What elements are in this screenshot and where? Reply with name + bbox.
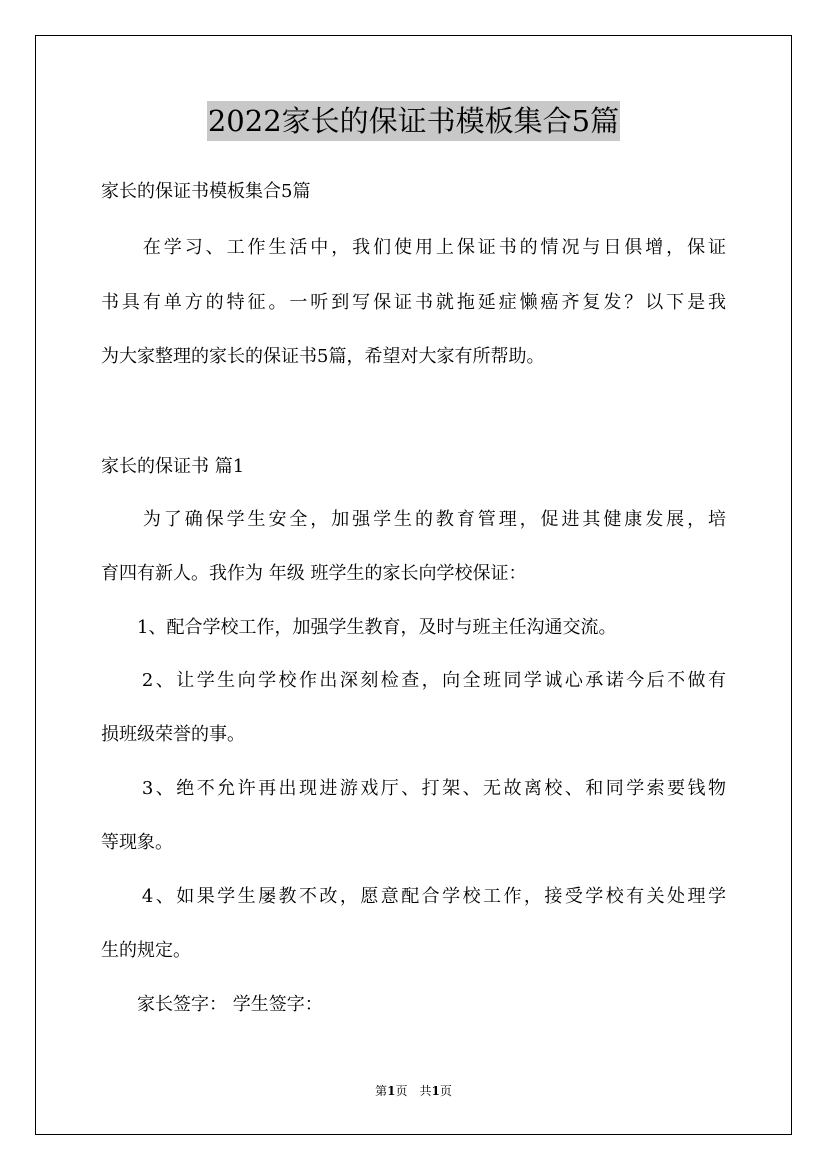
body-line: 2、让学生向学校作出深刻检查，向全班同学诚心承诺今后不做有 [101, 670, 726, 691]
body-line: 等现象。 [101, 832, 173, 853]
body-line: 3、绝不允许再出现进游戏厅、打架、无故离校、和同学索要钱物 [101, 778, 726, 799]
footer-page-prefix: 第 [375, 1084, 388, 1098]
body-line: 4、如果学生屡教不改，愿意配合学校工作，接受学校有关处理学 [101, 886, 726, 907]
body-line: 为了确保学生安全，加强学生的教育管理，促进其健康发展，培 [101, 509, 726, 530]
document-title: 2022家长的保证书模板集合5篇 [207, 101, 620, 141]
intro-line-2: 书具有单方的特征。一听到写保证书就拖延症懒癌齐复发？以下是我 [101, 292, 726, 313]
subtitle: 家长的保证书模板集合5篇 [101, 181, 311, 202]
body-line: 生的规定。 [101, 940, 191, 961]
title-wrap [0, 101, 827, 141]
signature-line: 家长签字： 学生签字： [101, 994, 323, 1015]
intro-line-1: 在学习、工作生活中，我们使用上保证书的情况与日俱增，保证 [101, 237, 726, 258]
body-line: 损班级荣誉的事。 [101, 724, 245, 745]
footer-page-number: 1 [387, 1084, 396, 1098]
footer-total-suffix: 页 [439, 1084, 452, 1098]
body-line: 1、配合学校工作，加强学生教育，及时与班主任沟通交流。 [101, 617, 617, 638]
footer-page-suffix: 页 共 [395, 1084, 432, 1098]
section-heading: 家长的保证书 篇1 [101, 456, 245, 477]
footer-total-pages: 1 [431, 1084, 440, 1098]
body-line: 育四有新人。我作为 年级 班学生的家长向学校保证： [101, 563, 527, 584]
page-footer [0, 1083, 827, 1099]
intro-line-3: 为大家整理的家长的保证书5篇，希望对大家有所帮助。 [101, 346, 545, 367]
